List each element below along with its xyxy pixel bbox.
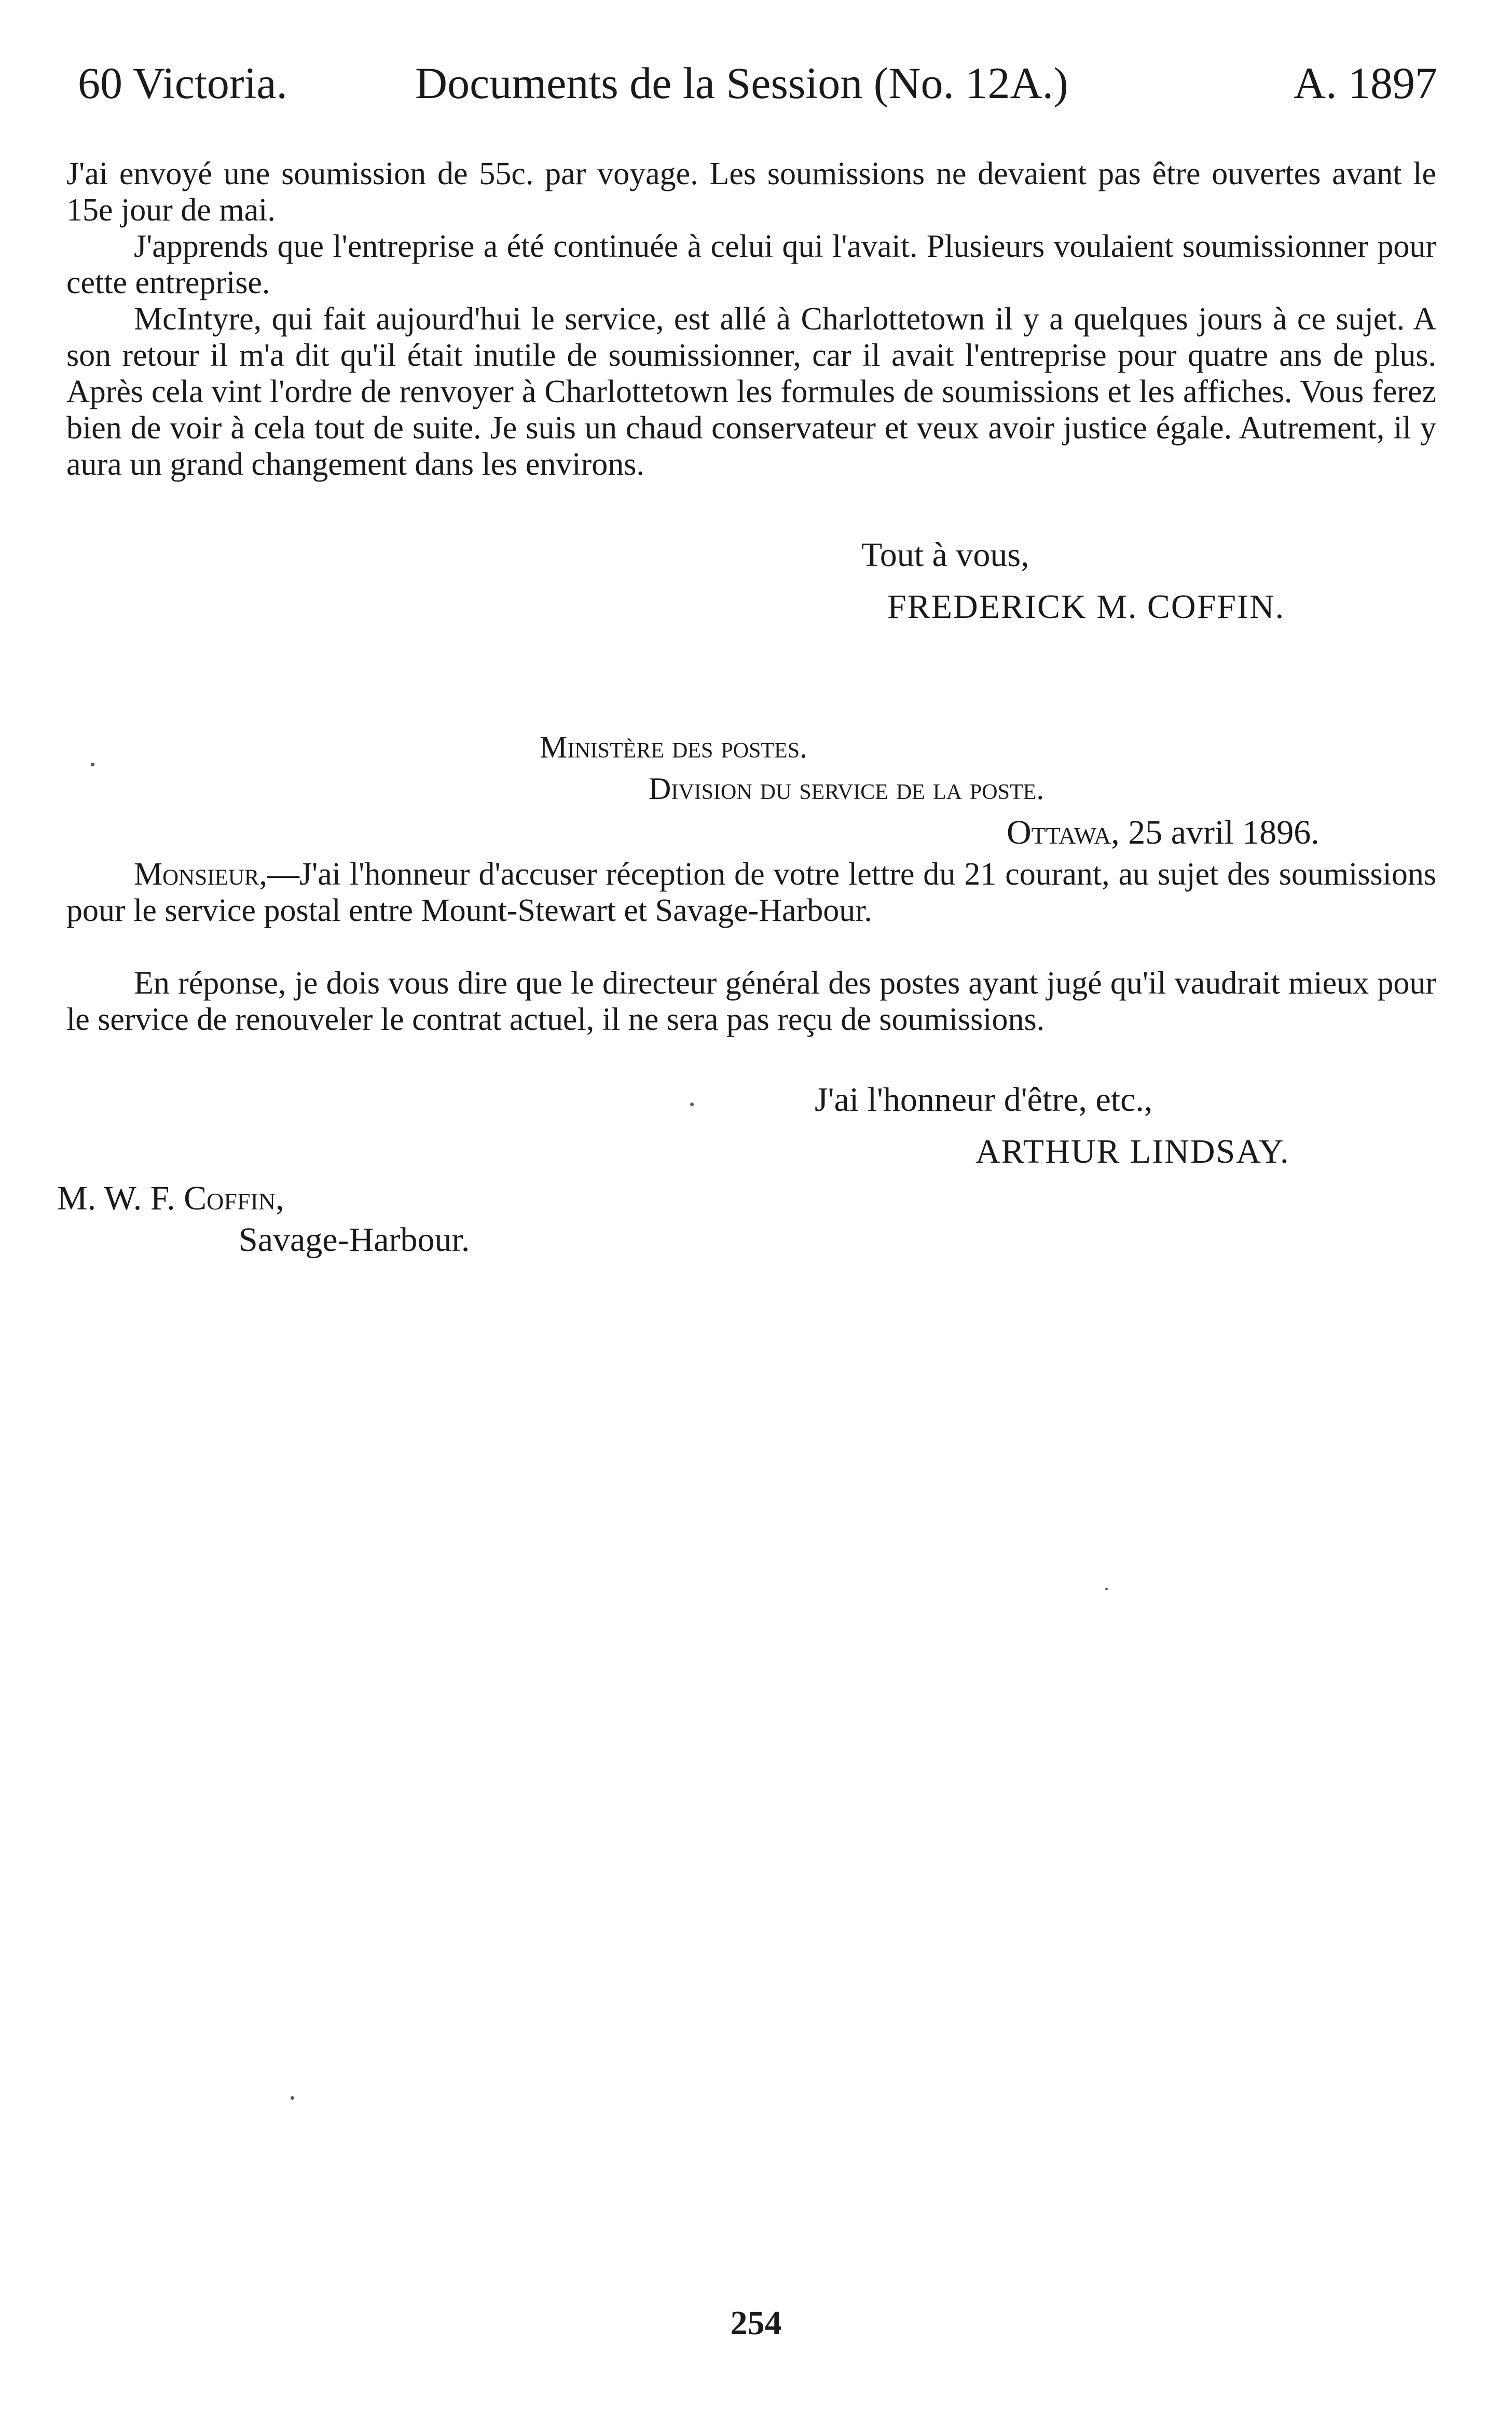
- letter2-division: Division du service de la poste.: [649, 772, 1044, 806]
- letter2-dateline: [1007, 812, 1319, 853]
- addressee-name: Coffin,: [184, 1179, 284, 1217]
- header-year: A. 1897: [1293, 58, 1437, 108]
- letter2-addressee: [57, 1178, 284, 1219]
- letter1-paragraph-2: J'apprends que l'entreprise a été continuée à celui qui l'avait. Plusieurs voulaient soumissionner pour cette entreprise.: [66, 229, 1436, 300]
- letter1-closing: Tout à vous,: [861, 536, 1029, 574]
- scan-speck: [91, 763, 94, 766]
- letter2-paragraph-1-text: —J'ai l'honneur d'accuser réception de votre lettre du 21 courant, au sujet des soumissions pour le service postal entre Mount-Stewart et Savage-Harbour.: [66, 857, 1436, 928]
- letter2-date: 25 avril 1896.: [1128, 814, 1319, 851]
- addressee-place: Savage-Harbour.: [239, 1221, 470, 1259]
- letter2-department: Ministère des postes.: [540, 730, 808, 764]
- letter2-paragraph-1: [66, 856, 1436, 929]
- header-volume: 60 Victoria.: [78, 58, 288, 108]
- letter1-paragraph-3: McIntyre, qui fait aujourd'hui le service, est allé à Charlottetown il y a quelques jours à ce sujet. A son retour il m'a dit qu'il était inutile de soumissionner, car il avait l'entreprise pour quatre ans de plus. Après cela vint l'ordre de renvoyer à Charlottetown les formules de soumissions et les affiches. Vous ferez bien de voir à cela tout de suite. Je suis un chaud conservateur et veux avoir justice égale. Autrement, il y aura un grand changement dans les environs.: [66, 301, 1436, 482]
- letter1-paragraph-1: J'ai envoyé une soumission de 55c. par voyage. Les soumissions ne devaient pas être ouvertes avant le 15e jour de mai.: [66, 156, 1436, 228]
- scan-speck: [1105, 1588, 1108, 1590]
- addressee-prefix: M. W. F.: [57, 1179, 175, 1217]
- letter2-place: Ottawa,: [1007, 814, 1120, 851]
- letter2-signature: ARTHUR LINDSAY.: [975, 1133, 1290, 1170]
- header-title: Documents de la Session (No. 12A.): [415, 58, 1068, 108]
- scan-speck: [291, 2096, 294, 2100]
- page-number: 254: [730, 2304, 782, 2342]
- letter2-paragraph-2: En réponse, je dois vous dire que le directeur général des postes ayant jugé qu'il vaudrait mieux pour le service de renouveler le contrat actuel, il ne sera pas reçu de soumissions.: [66, 966, 1436, 1037]
- letter2-salutation: Monsieur,: [134, 857, 267, 892]
- letter2-closing: J'ai l'honneur d'être, etc.,: [815, 1081, 1153, 1119]
- page-header: [78, 54, 1437, 112]
- letter1-signature: FREDERICK M. COFFIN.: [887, 588, 1285, 626]
- scan-speck: [690, 1103, 694, 1106]
